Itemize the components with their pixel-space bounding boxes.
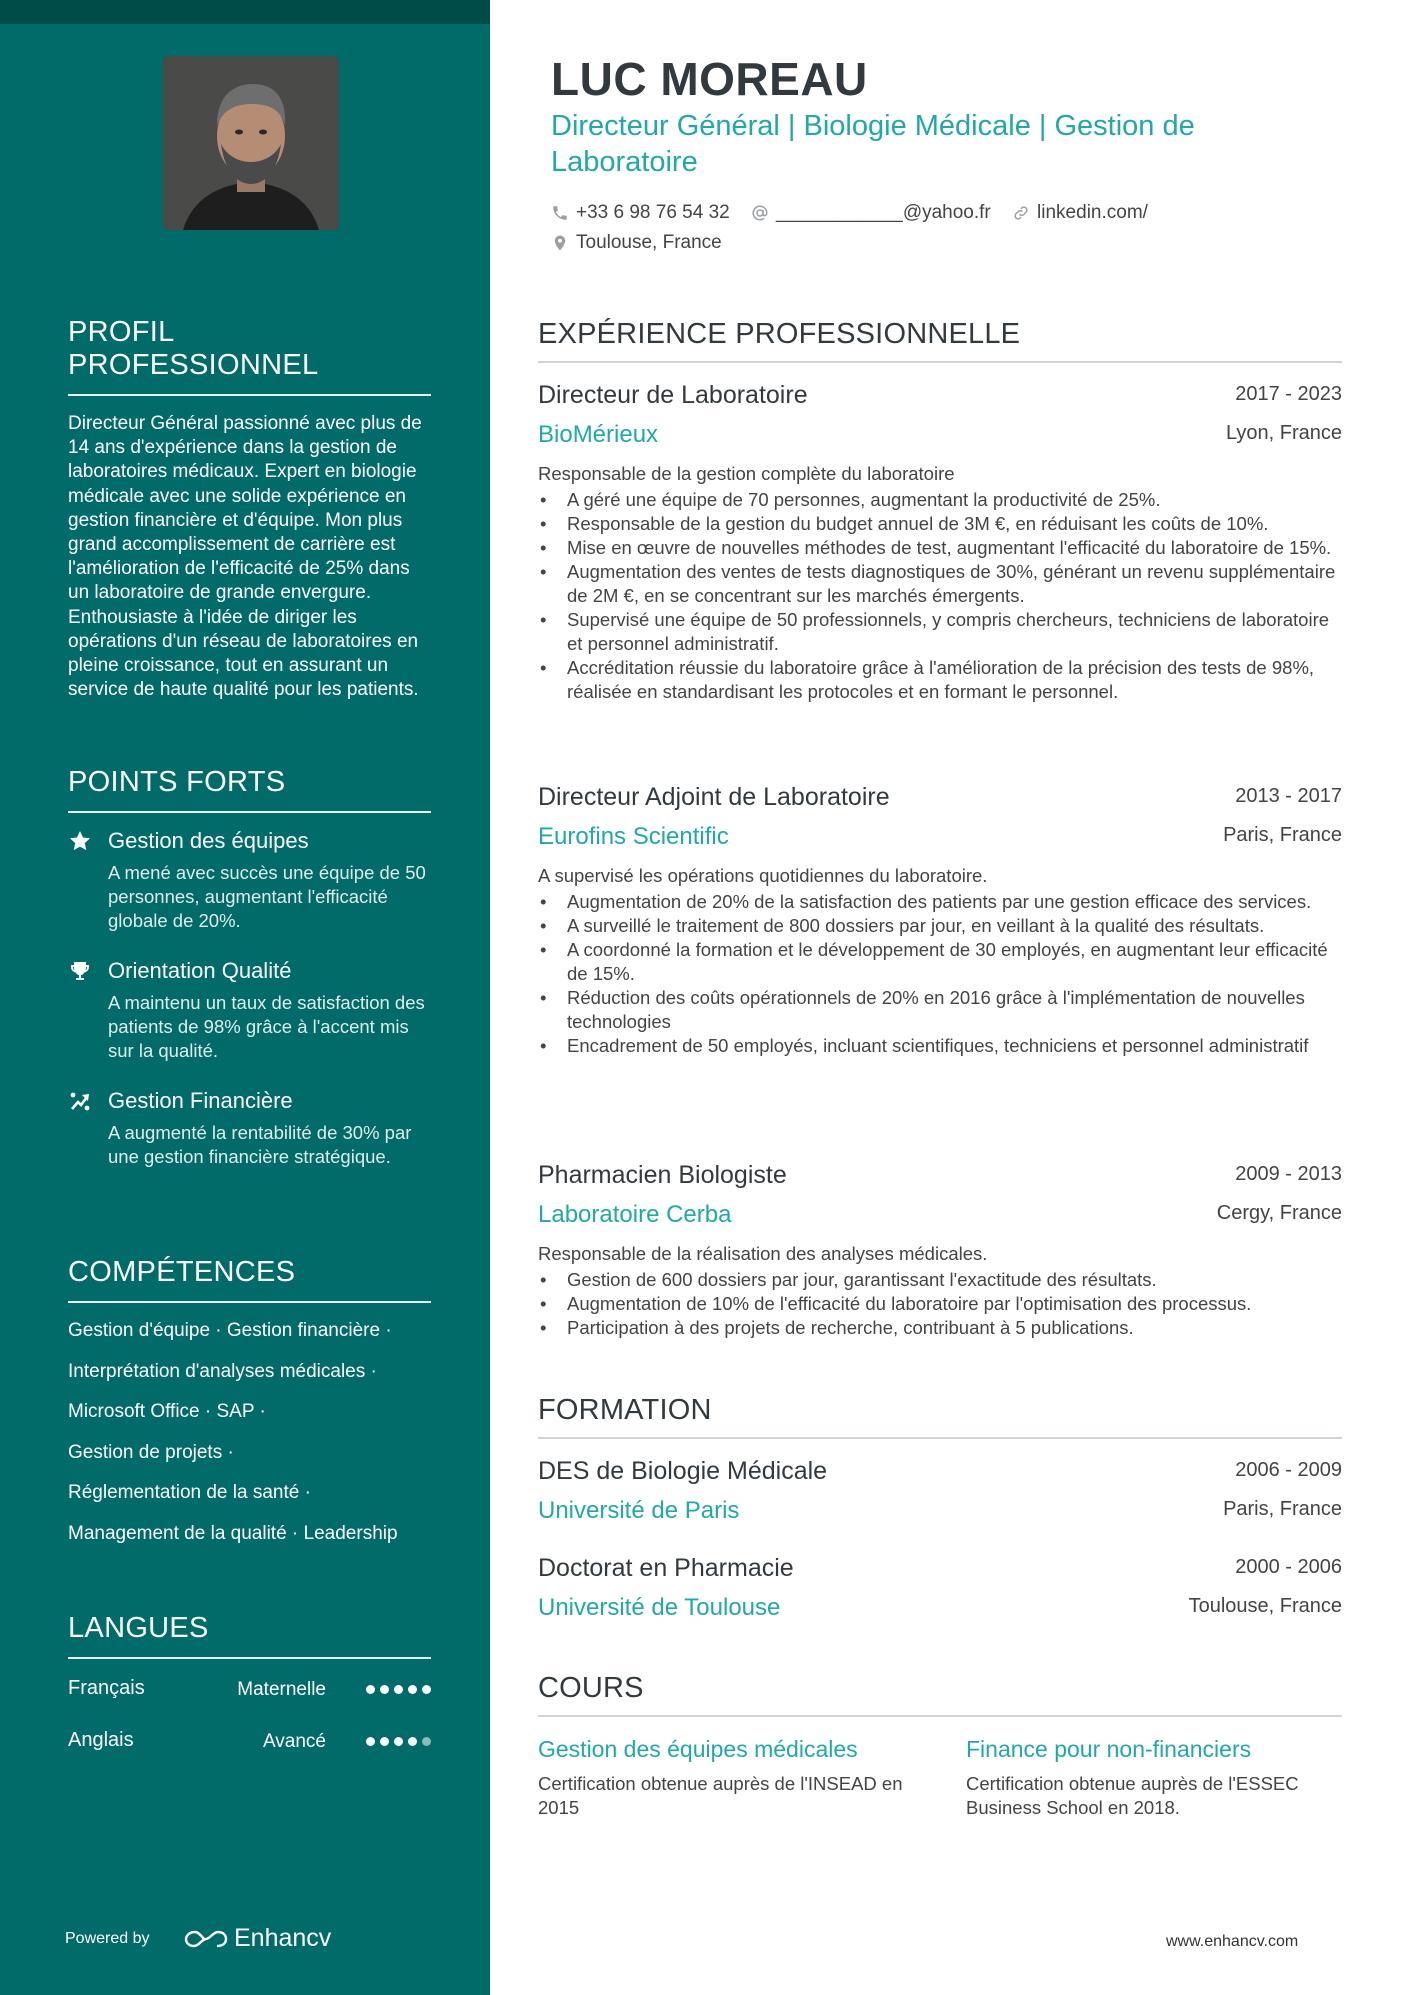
languages-section [68, 1612, 431, 1763]
job-title: Directeur de Laboratoire [538, 381, 808, 409]
job-summary: A supervisé les opérations quotidiennes du laboratoire. [538, 865, 988, 886]
course-title: Finance pour non-financiers [966, 1736, 1252, 1762]
bullet-item: • Participation à des projets de recherche, contribuant à 5 publications. [538, 1316, 1342, 1340]
skill-line: Réglementation de la santé · [68, 1482, 311, 1503]
job-summary: Responsable de la réalisation des analyses médicales. [538, 1243, 988, 1264]
job-company: Laboratoire Cerba [538, 1201, 732, 1228]
strengths-section [68, 766, 431, 1169]
job-entry [538, 1160, 1342, 1340]
rating-dot [422, 1737, 431, 1746]
bullet-item: • Augmentation de 20% de la satisfaction des patients par une gestion efficace des services. [538, 890, 1342, 914]
job-company: BioMérieux [538, 421, 659, 448]
course-desc: Certification obtenue auprès de l'ESSEC Business School en 2018. [966, 1773, 1299, 1818]
linkedin-contact[interactable] [1012, 198, 1148, 228]
job-title: Pharmacien Biologiste [538, 1161, 787, 1189]
rating-dot [408, 1737, 417, 1746]
bullet-item: • A géré une équipe de 70 personnes, augmentant la productivité de 25%. [538, 488, 1342, 512]
job-dates: 2009 - 2013 [1235, 1163, 1342, 1185]
job-bullets [538, 1268, 1342, 1340]
bullet-item: • Augmentation des ventes de tests diagnostiques de 30%, générant un revenu supplémentaire de 2M €, en se concentrant sur les marchés émergents. [538, 560, 1342, 608]
language-level: Maternelle [237, 1679, 326, 1700]
profile-title: PROFIL PROFESSIONNEL [68, 316, 431, 396]
powered-by-label: Powered by [65, 1930, 150, 1947]
rating-dot [380, 1685, 389, 1694]
star-icon [68, 829, 92, 853]
bullet-item: • Accréditation réussie du laboratoire grâce à l'amélioration de la précision des tests de 98%, réalisée en standardisant les protocoles et en formant le personnel. [538, 656, 1342, 704]
job-bullets [538, 890, 1342, 1058]
phone-contact[interactable] [551, 198, 730, 228]
strength-title: Gestion Financière [108, 1088, 293, 1113]
course-entry [538, 1734, 918, 1820]
education-entry [538, 1456, 1342, 1526]
strength-title: Gestion des équipes [108, 828, 309, 853]
skills-list [68, 1319, 431, 1546]
language-rating [366, 1685, 431, 1694]
growth-arrow-icon [68, 1089, 92, 1113]
degree-title: Doctorat en Pharmacie [538, 1554, 794, 1582]
job-location: Cergy, France [1216, 1202, 1342, 1224]
linkedin-text: linkedin.com/ [1037, 202, 1148, 223]
bullet-item: • Mise en œuvre de nouvelles méthodes de test, augmentant l'efficacité du laboratoire de 15%. [538, 536, 1342, 560]
language-name: Français [68, 1677, 145, 1699]
job-summary: Responsable de la gestion complète du laboratoire [538, 463, 955, 484]
rating-dot [394, 1685, 403, 1694]
bullet-item: • A surveillé le traitement de 800 dossiers par jour, en veillant à la qualité des résultats. [538, 914, 1342, 938]
footer-website[interactable]: www.enhancv.com [1166, 1933, 1299, 1950]
school-location: Toulouse, France [1188, 1595, 1342, 1617]
degree-title: DES de Biologie Médicale [538, 1457, 828, 1485]
bullet-item: • Augmentation de 10% de l'efficacité du laboratoire par l'optimisation des processus. [538, 1292, 1342, 1316]
portrait-illustration [163, 56, 339, 230]
link-icon [1012, 204, 1030, 222]
course-desc: Certification obtenue auprès de l'INSEAD en 2015 [538, 1773, 903, 1818]
infinity-logo-icon [184, 1928, 228, 1950]
skills-section [68, 1256, 431, 1562]
enhancv-logo[interactable] [184, 1924, 331, 1953]
location-contact [551, 228, 722, 258]
job-dates: 2017 - 2023 [1235, 383, 1342, 405]
language-rating [366, 1737, 431, 1746]
location-text: Toulouse, France [576, 232, 722, 253]
rating-dot [408, 1685, 417, 1694]
bullet-item: • Supervisé une équipe de 50 professionnels, y compris chercheurs, techniciens de laboratoire et personnel administratif. [538, 608, 1342, 656]
education-title: FORMATION [538, 1394, 1342, 1439]
strength-item [68, 957, 431, 1063]
profile-photo [163, 56, 339, 230]
bullet-item: • Gestion de 600 dossiers par jour, garantissant l'exactitude des résultats. [538, 1268, 1342, 1292]
sidebar [0, 0, 490, 1995]
strengths-title: POINTS FORTS [68, 766, 431, 813]
rating-dot [366, 1685, 375, 1694]
strength-desc: A maintenu un taux de satisfaction des patients de 98% grâce à l'accent mis sur la qualité. [108, 992, 425, 1061]
language-row [68, 1659, 431, 1711]
school-name: Université de Toulouse [538, 1594, 781, 1621]
email-text: ____________@yahoo.fr [776, 202, 991, 223]
degree-dates: 2006 - 2009 [1235, 1459, 1342, 1481]
education-entry [538, 1553, 1342, 1623]
skill-line: Interprétation d'analyses médicales · [68, 1360, 377, 1382]
location-pin-icon [551, 234, 569, 252]
language-name: Anglais [68, 1729, 134, 1751]
profile-section [68, 316, 431, 702]
trophy-icon [68, 959, 92, 983]
job-entry [538, 782, 1342, 1058]
degree-dates: 2000 - 2006 [1235, 1556, 1342, 1578]
skill-line: Microsoft Office · SAP · [68, 1401, 266, 1422]
job-location: Lyon, France [1226, 422, 1342, 444]
strength-desc: A augmenté la rentabilité de 30% par une gestion financière stratégique. [108, 1122, 412, 1167]
languages-title: LANGUES [68, 1612, 431, 1659]
sidebar-top-band [0, 0, 490, 24]
job-entry [538, 380, 1342, 704]
skill-line: Gestion de projets · [68, 1441, 234, 1463]
at-sign-icon [751, 204, 769, 222]
profile-text: Directeur Général passionné avec plus de 14 ans d'expérience dans la gestion de laboratoires médicaux. Expert en biologie médicale avec une solide expérience en gestion financière et d'équipe. Mon plus grand accomplissement de carrière est l'amélioration de l'efficacité de 25% dans un laboratoire de grande envergure. Enthousiaste à l'idée de diriger les opérations d'un réseau de laboratoires en pleine croissance, tout en assurant un service de haute qualité pour les patients. [68, 413, 422, 701]
phone-text: +33 6 98 76 54 32 [576, 202, 730, 223]
job-location: Paris, France [1223, 824, 1342, 846]
experience-title: EXPÉRIENCE PROFESSIONNELLE [538, 318, 1342, 363]
job-company: Eurofins Scientific [538, 823, 729, 850]
bullet-item: • A coordonné la formation et le développement de 30 employés, en augmentant leur efficacité de 15%. [538, 938, 1342, 986]
course-title: Gestion des équipes médicales [538, 1736, 858, 1762]
language-level: Avancé [262, 1731, 326, 1752]
skill-line: Gestion d'équipe · Gestion financière · [68, 1320, 392, 1341]
rating-dot [380, 1737, 389, 1746]
job-title: Directeur Adjoint de Laboratoire [538, 783, 890, 811]
bullet-item: • Réduction des coûts opérationnels de 20% en 2016 grâce à l'implémentation de nouvelles technologies [538, 986, 1342, 1034]
skills-title: COMPÉTENCES [68, 1256, 431, 1303]
course-entry [966, 1734, 1346, 1820]
strength-item [68, 827, 431, 933]
brand-name: Enhancv [234, 1924, 332, 1952]
email-contact[interactable] [751, 198, 991, 228]
school-name: Université de Paris [538, 1497, 740, 1524]
skill-line: Management de la qualité · Leadership [68, 1522, 398, 1544]
language-row [68, 1711, 431, 1763]
person-headline: Directeur Général | Biologie Médicale | Gestion de Laboratoire [551, 110, 1195, 178]
school-location: Paris, France [1223, 1498, 1342, 1520]
job-bullets [538, 488, 1342, 704]
courses-title: COURS [538, 1672, 1342, 1717]
strength-desc: A mené avec succès une équipe de 50 personnes, augmentant l'efficacité globale de 20%. [108, 862, 426, 931]
bullet-item: • Encadrement de 50 employés, incluant scientifiques, techniciens et personnel administratif [538, 1034, 1342, 1058]
person-name: LUC MOREAU [551, 53, 868, 105]
rating-dot [394, 1737, 403, 1746]
strength-title: Orientation Qualité [108, 958, 292, 983]
bullet-item: • Responsable de la gestion du budget annuel de 3M €, en réduisant les coûts de 10%. [538, 512, 1342, 536]
rating-dot [366, 1737, 375, 1746]
rating-dot [422, 1685, 431, 1694]
strength-item [68, 1087, 431, 1169]
phone-icon [551, 204, 569, 222]
job-dates: 2013 - 2017 [1235, 785, 1342, 807]
contact-info [551, 198, 1311, 258]
